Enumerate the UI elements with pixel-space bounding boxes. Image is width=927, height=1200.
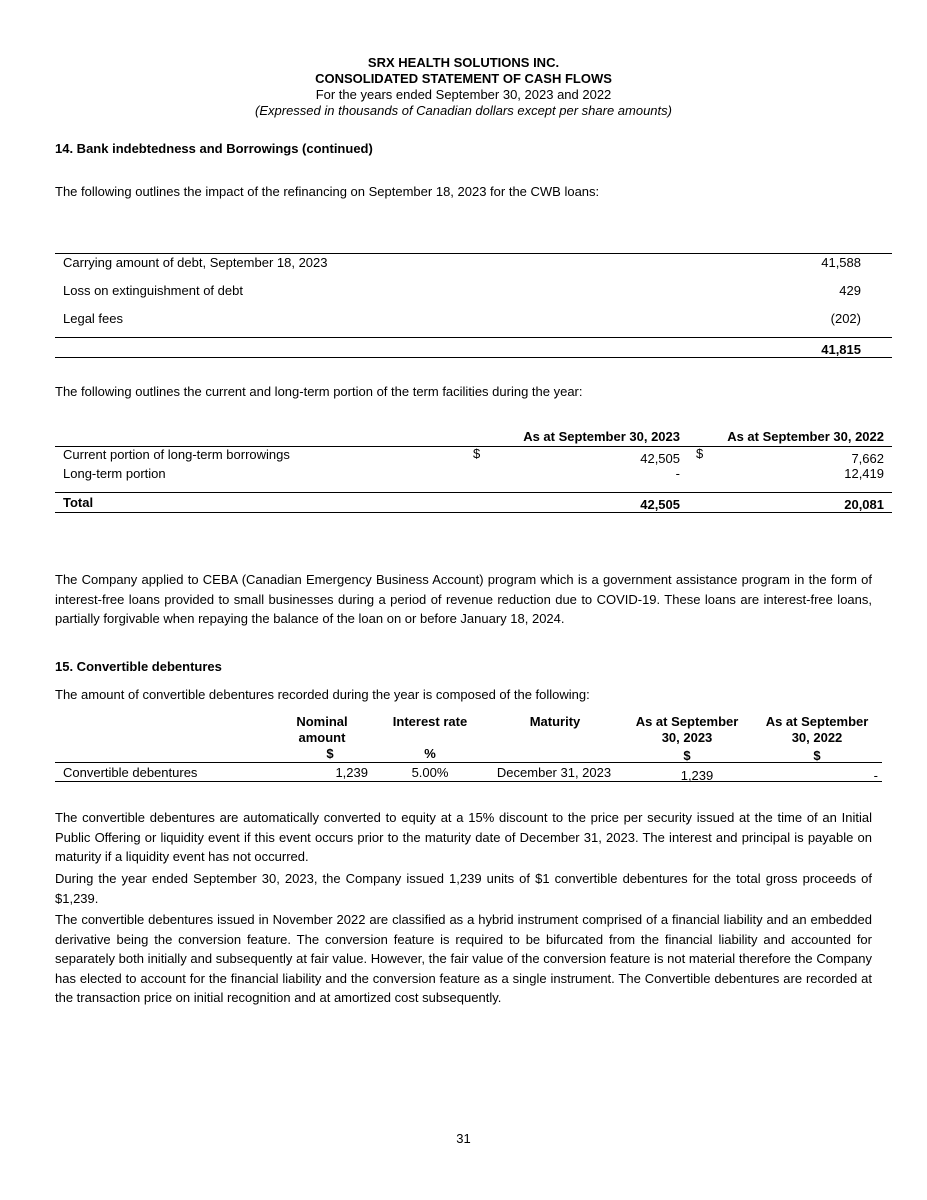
currency-symbol: $ bbox=[473, 446, 481, 461]
debentures-intro: The amount of convertible debentures recorded during the year is composed of the following: bbox=[55, 687, 590, 702]
refinancing-total: 41,815 bbox=[821, 342, 861, 357]
total-label: Total bbox=[63, 495, 94, 510]
currency-note: (Expressed in thousands of Canadian dollars except per share amounts) bbox=[255, 103, 672, 118]
header-maturity: Maturity bbox=[529, 714, 581, 729]
header-2023-unit: $ bbox=[683, 748, 691, 763]
value-2023: - bbox=[675, 466, 680, 481]
header-nominal-unit: $ bbox=[326, 746, 334, 761]
company-name: SRX HEALTH SOLUTIONS INC. bbox=[367, 55, 560, 70]
value-2022: - bbox=[873, 768, 878, 783]
header-2023: As at September bbox=[635, 714, 739, 729]
refinancing-intro: The following outlines the impact of the refinancing on September 18, 2023 for the CWB loans: bbox=[55, 184, 600, 199]
column-header-2023: As at September 30, 2023 bbox=[523, 429, 680, 444]
value-2022: 12,419 bbox=[844, 466, 884, 481]
ceba-paragraph: The Company applied to CEBA (Canadian Emergency Business Account) program which is a government assistance program in the form of interest-free loans provided to small businesses during a period of revenue reduction due to COVID-19. These loans are interest-free loans, partially forgivable when repaying the balance of the loan on or before January 18, 2024. bbox=[55, 572, 872, 626]
table-row-label: Carrying amount of debt, September 18, 2023 bbox=[63, 255, 328, 270]
header-nominal-line2: amount bbox=[298, 730, 346, 745]
subtotal-rule bbox=[55, 337, 892, 338]
header-interest-rate: Interest rate bbox=[392, 714, 468, 729]
currency-symbol: $ bbox=[696, 446, 704, 461]
column-header-2022: As at September 30, 2022 bbox=[727, 429, 884, 444]
table-row-label: Long-term portion bbox=[63, 466, 166, 481]
conversion-paragraph: The convertible debentures are automatically converted to equity at a 15% discount to the price per security issued at the time of an Initial Public Offering or liquidity event if this event occurs prior to the maturity date of December 31, 2023. The interest and principal is payable on maturity if a liquidity event has not occurred. bbox=[55, 810, 872, 864]
table-top-rule bbox=[55, 253, 892, 254]
table-row-label: Legal fees bbox=[63, 311, 123, 326]
maturity-value: December 31, 2023 bbox=[496, 765, 612, 780]
header-2022-unit: $ bbox=[813, 748, 821, 763]
section-14-title: 14. Bank indebtedness and Borrowings (continued) bbox=[55, 141, 373, 156]
nominal-value: 1,239 bbox=[335, 765, 368, 780]
statement-title: CONSOLIDATED STATEMENT OF CASH FLOWS bbox=[315, 71, 612, 86]
table-row-value: 429 bbox=[839, 283, 861, 298]
table-row-value: 41,588 bbox=[821, 255, 861, 270]
table-row-label: Convertible debentures bbox=[63, 765, 198, 780]
hybrid-instrument-paragraph: The convertible debentures issued in November 2022 are classified as a hybrid instrument comprised of a financial liability and an embedded derivative being the conversion feature. The conversion feature is required to be bifurcated from the financial liability and accounted for separately both initially and subsequently at fair value. However, the fair value of the conversion feature is not material therefore the Company has elected to account for the financial liability and the conversion feature as a single instrument. The Convertible debentures are recorded at the transaction price on initial recognition and at amortized cost subsequently. bbox=[55, 912, 872, 1005]
issuance-paragraph: During the year ended September 30, 2023, the Company issued 1,239 units of $1 convertible debentures for the total gross proceeds of $1,239. bbox=[55, 871, 872, 906]
value-2022: 7,662 bbox=[851, 451, 884, 466]
total-top-rule bbox=[55, 492, 892, 493]
header-nominal: Nominal bbox=[296, 714, 348, 729]
header-2023-line2: 30, 2023 bbox=[661, 730, 713, 745]
row-bottom-rule bbox=[55, 781, 882, 782]
header-2022-line2: 30, 2022 bbox=[791, 730, 843, 745]
value-2023: 1,239 bbox=[680, 768, 714, 783]
total-2023: 42,505 bbox=[640, 497, 680, 512]
header-rule bbox=[55, 762, 882, 763]
table-row-label: Loss on extinguishment of debt bbox=[63, 283, 243, 298]
section-15-title: 15. Convertible debentures bbox=[55, 659, 222, 674]
table-row-label: Current portion of long-term borrowings bbox=[63, 447, 290, 462]
rate-value: 5.00% bbox=[411, 765, 449, 780]
value-2023: 42,505 bbox=[640, 451, 680, 466]
header-2022: As at September bbox=[765, 714, 869, 729]
term-intro: The following outlines the current and long-term portion of the term facilities during the year: bbox=[55, 384, 583, 399]
total-bottom-rule bbox=[55, 512, 892, 513]
header-rate-unit: % bbox=[424, 746, 436, 761]
table-row-value: (202) bbox=[830, 311, 861, 326]
page-number: 31 bbox=[456, 1131, 471, 1146]
table-bottom-rule bbox=[55, 357, 892, 358]
total-2022: 20,081 bbox=[844, 497, 884, 512]
period-line: For the years ended September 30, 2023 and 2022 bbox=[315, 87, 612, 102]
